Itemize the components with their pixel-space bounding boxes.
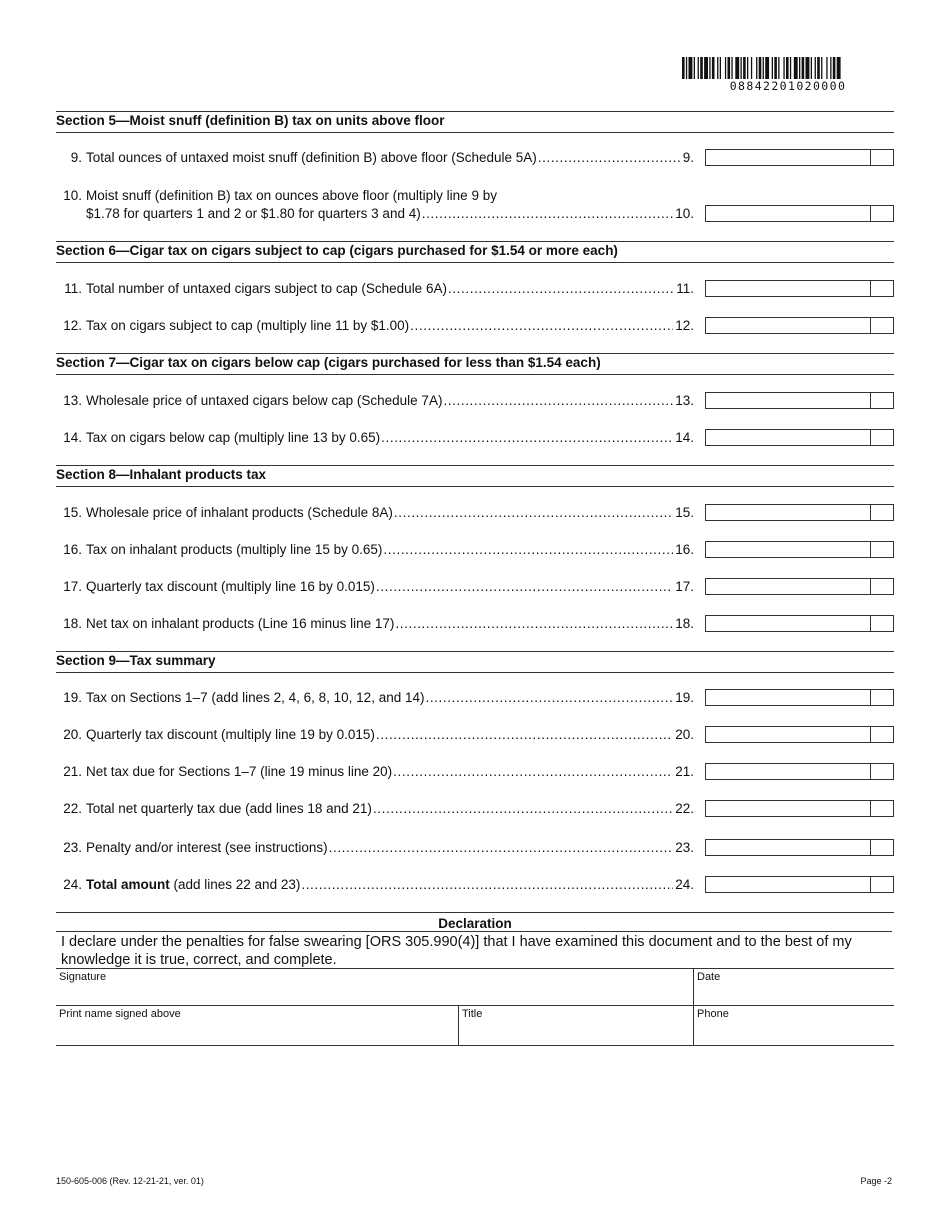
line-21-input[interactable] <box>705 763 894 780</box>
line-label: Total number of untaxed cigars subject to cap (Schedule 6A) <box>86 281 447 296</box>
barcode-bar <box>830 57 831 79</box>
barcode-bar <box>821 57 822 79</box>
barcode-bar <box>751 57 752 79</box>
line-number: 11. <box>64 281 82 296</box>
barcode-bar <box>817 57 820 79</box>
phone-field[interactable] <box>694 1007 894 1043</box>
signature-label: Signature <box>59 971 107 983</box>
line-label-bold: Total amount <box>86 877 170 892</box>
title-field[interactable] <box>459 1007 692 1043</box>
line-14-cents[interactable] <box>870 430 893 445</box>
line-14 <box>56 429 694 447</box>
section-7-header <box>56 353 894 375</box>
line-number: 22. <box>63 801 82 816</box>
line-13-cents[interactable] <box>870 393 893 408</box>
line-24-cents[interactable] <box>870 877 893 892</box>
section-8-title: Section 8—Inhalant products tax <box>56 467 267 482</box>
declaration-text: I declare under the penalties for false swearing [ORS 305.990(4)] that I have examined this document and to the best of my knowledge it is true, correct, and complete. <box>56 931 892 969</box>
line-ref: 23. <box>675 840 694 855</box>
divider <box>693 968 694 1045</box>
line-label: Tax on Sections 1–7 (add lines 2, 4, 6, 8, 10, 12, and 14) <box>86 690 425 705</box>
barcode-bar <box>826 57 827 79</box>
barcode-bar <box>811 57 812 79</box>
line-number: 23. <box>63 840 82 855</box>
line-ref: 22. <box>675 801 694 816</box>
barcode-bar <box>717 57 718 79</box>
line-number: 14. <box>63 430 82 445</box>
barcode-bar <box>743 57 746 79</box>
line-10-input[interactable] <box>705 205 894 222</box>
line-12-input[interactable] <box>705 317 894 334</box>
barcode-bar <box>720 57 721 79</box>
line-24-input[interactable] <box>705 876 894 893</box>
line-17-cents[interactable] <box>870 579 893 594</box>
barcode-bar <box>682 57 685 79</box>
line-14-input[interactable] <box>705 429 894 446</box>
barcode-bar <box>731 57 732 79</box>
line-number: 19. <box>63 690 82 705</box>
barcode-bar <box>700 57 703 79</box>
line-23-cents[interactable] <box>870 840 893 855</box>
line-number: 12. <box>63 318 82 333</box>
line-12 <box>56 317 694 335</box>
line-16 <box>56 541 694 559</box>
line-label: Net tax on inhalant products (Line 16 minus line 17) <box>86 616 395 631</box>
barcode-bar <box>786 57 789 79</box>
title-label: Title <box>462 1008 483 1020</box>
line-label: Total ounces of untaxed moist snuff (definition B) above floor (Schedule 5A) <box>86 150 537 165</box>
line-20-input[interactable] <box>705 726 894 743</box>
barcode-bar <box>686 57 687 79</box>
line-label: Wholesale price of inhalant products (Schedule 8A) <box>86 505 393 520</box>
line-18-input[interactable] <box>705 615 894 632</box>
barcode-bar <box>689 57 693 79</box>
line-number: 9. <box>70 150 82 165</box>
line-11 <box>56 280 694 298</box>
line-ref: 20. <box>675 727 694 742</box>
declaration-title: Declaration <box>56 912 894 931</box>
print-name-field[interactable] <box>56 1007 456 1043</box>
line-ref: 14. <box>675 430 694 445</box>
line-22-input[interactable] <box>705 800 894 817</box>
line-label: Moist snuff (definition B) tax on ounces above floor (multiply line 9 by <box>86 188 497 203</box>
line-23 <box>56 839 694 857</box>
section-8-header <box>56 465 894 487</box>
barcode-bar <box>802 57 805 79</box>
line-label: Tax on cigars below cap (multiply line 13 by 0.65) <box>86 430 381 445</box>
section-6-title: Section 6—Cigar tax on cigars subject to cap (cigars purchased for $1.54 or more each) <box>56 243 618 258</box>
line-16-input[interactable] <box>705 541 894 558</box>
line-12-cents[interactable] <box>870 318 893 333</box>
line-13-input[interactable] <box>705 392 894 409</box>
barcode-bar <box>837 57 841 79</box>
line-13 <box>56 392 694 410</box>
line-number: 16. <box>63 542 82 557</box>
line-21 <box>56 763 694 781</box>
barcode-bar <box>694 57 695 79</box>
line-9 <box>56 149 694 167</box>
divider <box>458 1005 459 1045</box>
line-18-cents[interactable] <box>870 616 893 631</box>
line-ref: 16. <box>675 542 694 557</box>
line-22-cents[interactable] <box>870 801 893 816</box>
line-ref: 24. <box>675 877 694 892</box>
line-20-cents[interactable] <box>870 727 893 742</box>
line-ref: 12. <box>675 318 694 333</box>
barcode-bar <box>735 57 739 79</box>
line-ref: 13. <box>675 393 694 408</box>
barcode-bar <box>772 57 773 79</box>
line-23-input[interactable] <box>705 839 894 856</box>
page-number: Page -2 <box>860 1176 892 1186</box>
barcode-bar <box>765 57 769 79</box>
line-ref: 18. <box>675 616 694 631</box>
barcode-bar <box>783 57 784 79</box>
line-ref: 11. <box>676 281 694 296</box>
line-11-input[interactable] <box>705 280 894 297</box>
barcode-bar <box>698 57 699 79</box>
signature-field[interactable] <box>56 970 692 1004</box>
section-5-title: Section 5—Moist snuff (definition B) tax on units above floor <box>56 113 445 128</box>
line-16-cents[interactable] <box>870 542 893 557</box>
line-label-continued: $1.78 for quarters 1 and 2 or $1.80 for quarters 3 and 4) <box>86 206 421 221</box>
line-number: 20. <box>63 727 82 742</box>
phone-label: Phone <box>697 1008 729 1020</box>
line-15 <box>56 504 694 522</box>
section-9-title: Section 9—Tax summary <box>56 653 216 668</box>
line-15-cents[interactable] <box>870 505 893 520</box>
line-number: 24. <box>63 877 82 892</box>
barcode-bar <box>728 57 731 79</box>
barcode-bar <box>799 57 800 79</box>
barcode-bar <box>725 57 726 79</box>
date-field[interactable] <box>694 970 894 1004</box>
line-9-cents[interactable] <box>870 150 893 165</box>
section-6-header <box>56 241 894 263</box>
barcode-bar <box>709 57 710 79</box>
barcode-bar <box>790 57 791 79</box>
line-20 <box>56 726 694 744</box>
line-number: 10. <box>63 188 82 203</box>
barcode-bar <box>747 57 748 79</box>
line-24 <box>56 876 694 894</box>
barcode <box>682 57 894 79</box>
barcode-bar <box>741 57 742 79</box>
line-ref: 21. <box>675 764 694 779</box>
line-label: Tax on cigars subject to cap (multiply line 11 by $1.00) <box>86 318 410 333</box>
line-11-cents[interactable] <box>870 281 893 296</box>
line-number: 21. <box>63 764 82 779</box>
line-10-cents[interactable] <box>870 206 893 221</box>
line-17 <box>56 578 694 596</box>
line-number: 15. <box>63 505 82 520</box>
line-label: (add lines 22 and 23) <box>169 877 301 892</box>
line-ref: 9. <box>682 150 694 165</box>
line-22 <box>56 800 694 818</box>
line-10 <box>56 187 694 223</box>
line-label: Quarterly tax discount (multiply line 19 by 0.015) <box>86 727 375 742</box>
barcode-bar <box>704 57 708 79</box>
barcode-bar <box>778 57 779 79</box>
barcode-bar <box>806 57 810 79</box>
barcode-bar <box>794 57 798 79</box>
line-19-input[interactable] <box>705 689 894 706</box>
line-9-input[interactable] <box>705 149 894 166</box>
barcode-bar <box>815 57 816 79</box>
line-ref: 17. <box>675 579 694 594</box>
line-ref: 19. <box>675 690 694 705</box>
section-7-title: Section 7—Cigar tax on cigars below cap (cigars purchased for less than $1.54 each) <box>56 355 601 370</box>
form-id: 150-605-006 (Rev. 12-21-21, ver. 01) <box>56 1176 204 1186</box>
line-15-input[interactable] <box>705 504 894 521</box>
date-label: Date <box>697 971 721 983</box>
line-label: Wholesale price of untaxed cigars below cap (Schedule 7A) <box>86 393 443 408</box>
line-19 <box>56 689 694 707</box>
line-17-input[interactable] <box>705 578 894 595</box>
line-number: 17. <box>63 579 82 594</box>
barcode-bar <box>759 57 762 79</box>
line-label: Net tax due for Sections 1–7 (line 19 minus line 20) <box>86 764 393 779</box>
line-18 <box>56 615 694 633</box>
print-name-label: Print name signed above <box>59 1008 181 1020</box>
barcode-bar <box>774 57 777 79</box>
line-label: Penalty and/or interest (see instructions) <box>86 840 328 855</box>
line-number: 18. <box>63 616 82 631</box>
barcode-bar <box>763 57 764 79</box>
line-ref: 10. <box>675 206 694 221</box>
line-number: 13. <box>63 393 82 408</box>
section-5-header <box>56 111 894 133</box>
line-ref: 15. <box>675 505 694 520</box>
line-label: Tax on inhalant products (multiply line 15 by 0.65) <box>86 542 383 557</box>
barcode-bar <box>833 57 836 79</box>
barcode-bar <box>712 57 715 79</box>
line-21-cents[interactable] <box>870 764 893 779</box>
line-label: Quarterly tax discount (multiply line 16 by 0.015) <box>86 579 375 594</box>
line-label: Total net quarterly tax due (add lines 18 and 21) <box>86 801 372 816</box>
barcode-bar <box>756 57 757 79</box>
section-9-header <box>56 651 894 673</box>
barcode-number: 08842201020000 <box>729 79 847 93</box>
line-19-cents[interactable] <box>870 690 893 705</box>
